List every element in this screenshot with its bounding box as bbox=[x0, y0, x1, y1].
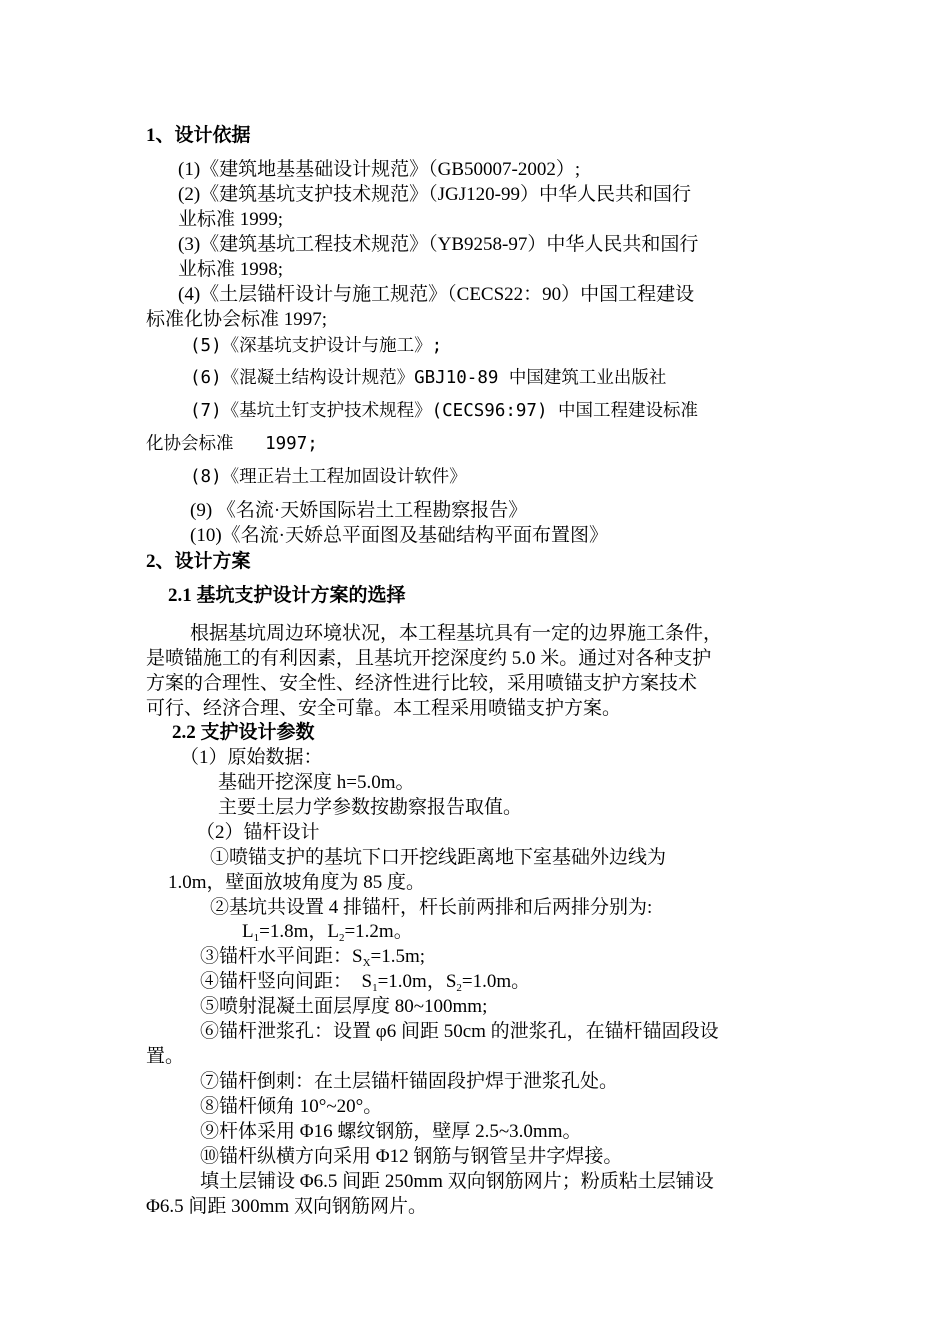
param-line-3: 主要土层力学参数按勘察报告取值。 bbox=[218, 797, 523, 818]
param-line-13: ⑦锚杆倒刺：在土层锚杆锚固段护焊于泄浆孔处。 bbox=[200, 1071, 619, 1092]
param-line-18: Φ6.5 间距 300mm 双向钢筋网片。 bbox=[146, 1196, 427, 1217]
param-line-4: （2）锚杆设计 bbox=[196, 822, 320, 843]
ref-line-1: (1)《建筑地基基础设计规范》（GB50007-2002）; bbox=[178, 159, 581, 180]
ref-line-8: (5)《深基坑支护设计与施工》; bbox=[190, 336, 443, 356]
ref-line-7: 标准化协会标准 1997; bbox=[146, 309, 328, 330]
param-line-6: 1.0m，壁面放坡角度为 85 度。 bbox=[168, 872, 426, 893]
ref-line-4: (3)《建筑基坑工程技术规范》（YB9258-97）中华人民共和国行 bbox=[178, 234, 699, 255]
param-line-horizontal-spacing: ③锚杆水平间距：$S_X=1.5m$; bbox=[200, 946, 426, 969]
section-2-title: 2、设计方案 bbox=[146, 551, 251, 572]
param-line-14: ⑧锚杆倾角 10°~20°。 bbox=[200, 1096, 383, 1117]
param-line-vertical-spacing: ④锚杆竖向间距： $S_1=1.0m$，$S_2=1.0m$。 bbox=[200, 971, 531, 994]
param-line-5: ①喷锚支护的基坑下口开挖线距离地下室基础外边线为 bbox=[210, 847, 667, 868]
ref-line-12: (8)《理正岩土工程加固设计软件》 bbox=[190, 467, 467, 487]
paragraph-line-3: 方案的合理性、安全性、经济性进行比较，采用喷锚支护方案技术 bbox=[146, 673, 698, 694]
ref-line-10: (7)《基坑土钉支护技术规程》(CECS96:97) 中国工程建设标准 bbox=[190, 401, 699, 421]
formula-anchor-lengths: $L_1=1.8m$，$L_2=1.2m$。 bbox=[242, 921, 413, 944]
ref-line-9: (6)《混凝土结构设计规范》GBJ10-89 中国建筑工业出版社 bbox=[190, 368, 667, 388]
ref-line-6: (4)《土层锚杆设计与施工规范》（CECS22：90）中国工程建设 bbox=[178, 284, 695, 305]
param-line-11: ⑥锚杆泄浆孔：设置 φ6 间距 50cm 的泄浆孔，在锚杆锚固段设 bbox=[200, 1021, 719, 1042]
ref-line-3: 业标准 1999; bbox=[178, 209, 284, 230]
ref-line-5: 业标准 1998; bbox=[178, 259, 284, 280]
param-line-2: 基础开挖深度 h=5.0m。 bbox=[218, 772, 415, 793]
param-line-1: （1）原始数据： bbox=[180, 747, 323, 768]
paragraph-line-1: 根据基坑周边环境状况，本工程基坑具有一定的边界施工条件， bbox=[190, 623, 723, 644]
ref-line-2: (2)《建筑基坑支护技术规范》（JGJ120-99）中华人民共和国行 bbox=[178, 184, 691, 205]
paragraph-line-4: 可行、经济合理、安全可靠。本工程采用喷锚支护方案。 bbox=[146, 698, 622, 719]
param-line-16: ⑩锚杆纵横方向采用 Φ12 钢筋与钢管呈井字焊接。 bbox=[200, 1146, 623, 1167]
ref-line-11: 化协会标准 1997; bbox=[146, 434, 318, 454]
param-line-7: ②基坑共设置 4 排锚杆，杆长前两排和后两排分别为: bbox=[210, 897, 653, 918]
section-2-2-title: 2.2 支护设计参数 bbox=[172, 722, 315, 743]
section-2-1-title: 2.1 基坑支护设计方案的选择 bbox=[168, 585, 406, 606]
param-line-10: ⑤喷射混凝土面层厚度 80~100mm; bbox=[200, 996, 488, 1017]
param-line-15: ⑨杆体采用 Φ16 螺纹钢筋，壁厚 2.5~3.0mm。 bbox=[200, 1121, 582, 1142]
paragraph-line-2: 是喷锚施工的有利因素，且基坑开挖深度约 5.0 米。通过对各种支护 bbox=[146, 648, 712, 669]
param-line-17: 填土层铺设 Φ6.5 间距 250mm 双向钢筋网片；粉质粘土层铺设 bbox=[200, 1171, 714, 1192]
ref-line-14: (10)《名流·天娇总平面图及基础结构平面布置图》 bbox=[190, 525, 608, 546]
ref-line-13: (9) 《名流·天娇国际岩土工程勘察报告》 bbox=[190, 500, 528, 521]
section-1-title: 1、设计依据 bbox=[146, 125, 251, 146]
param-line-12: 置。 bbox=[146, 1046, 185, 1067]
